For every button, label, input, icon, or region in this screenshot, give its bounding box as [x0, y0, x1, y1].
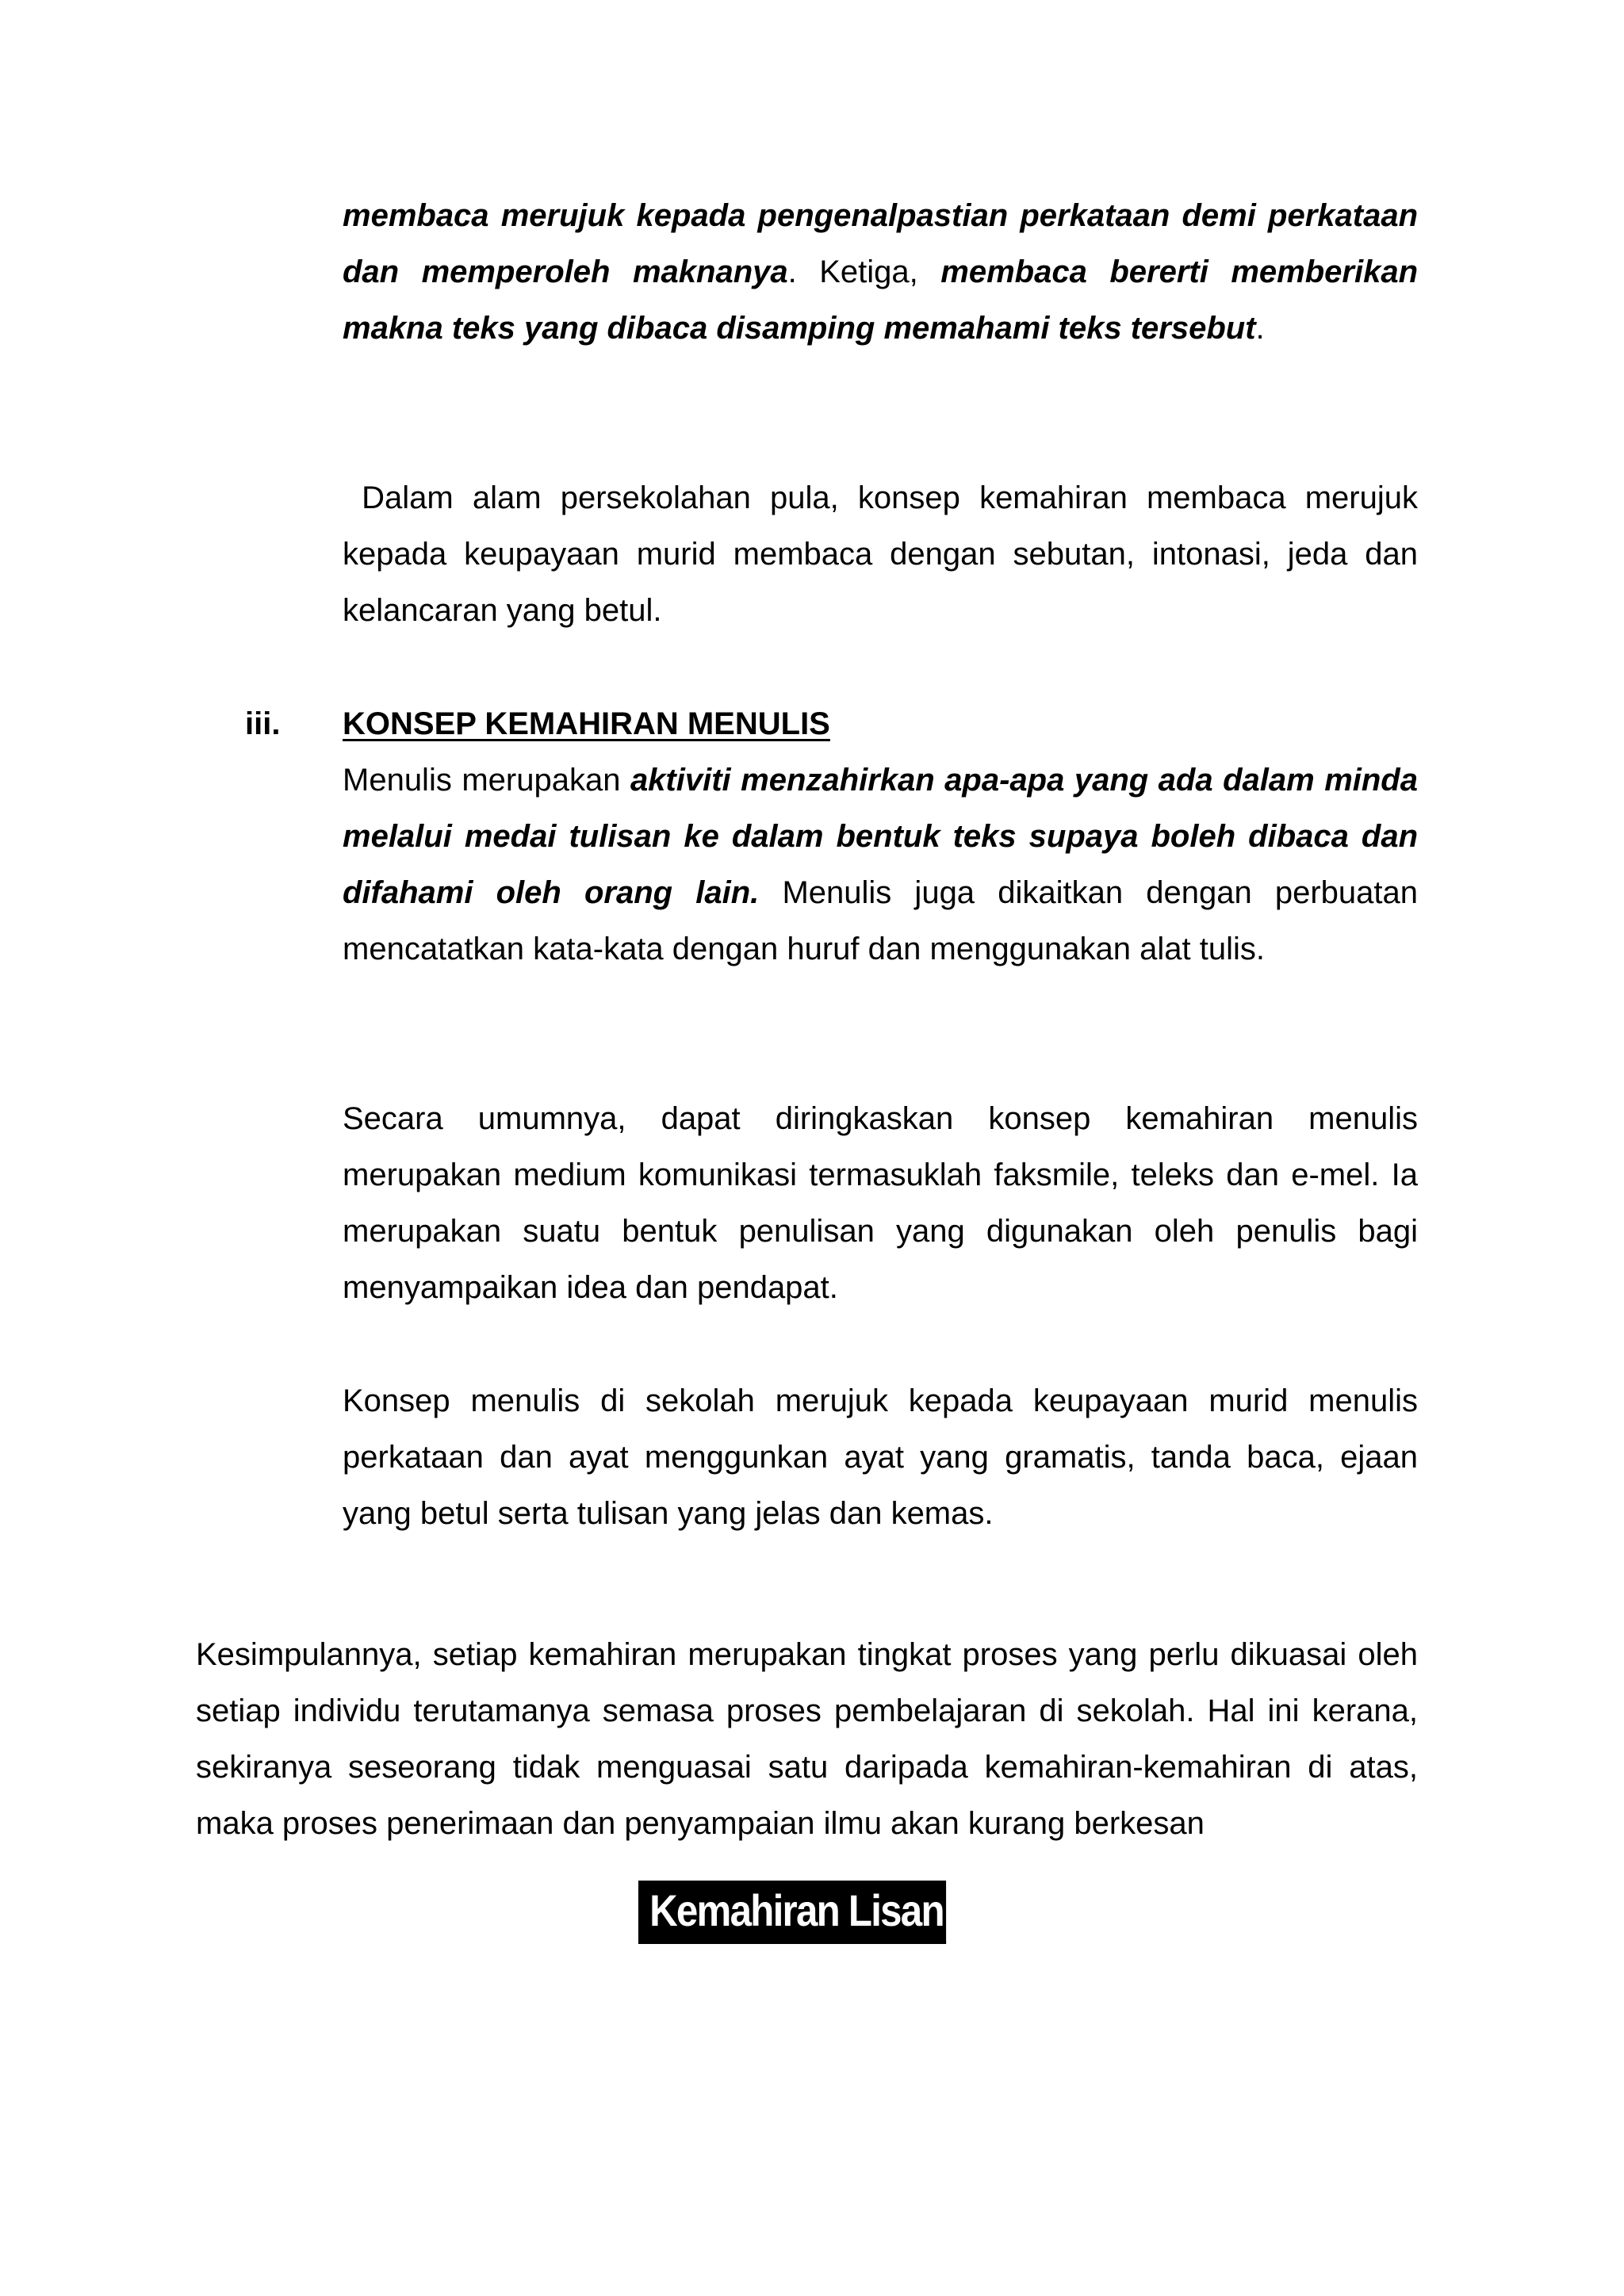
paragraph [343, 188, 1418, 357]
emphasis-text: membaca bererti memberikan makna teks yang dibaca disamping memahami teks tersebut [343, 254, 1419, 346]
conclusion-paragraph [196, 1627, 1418, 1852]
body-text: . [1255, 311, 1265, 346]
section-numeral: iii. [245, 706, 281, 741]
writing-summary-paragraph [343, 1091, 1418, 1316]
writing-definition-paragraph [343, 752, 1418, 978]
emphasis-text: membaca merujuk kepada pengenalpastian perkataan demi perkataan dan memperoleh maknanya [343, 198, 1418, 289]
school-writing-paragraph [343, 1373, 1418, 1542]
paragraph: Konsep menulis di sekolah merujuk kepada keupayaan murid menulis perkataan dan ayat menggunkan ayat yang gramatis, tanda baca, ejaan yang betul serta tulisan yang jelas dan kemas. [343, 1383, 1418, 1531]
emphasis-text: aktiviti menzahirkan apa-apa yang ada dalam minda melalui medai tulisan ke dalam bentuk teks supaya boleh dibaca dan difahami oleh orang lain. [343, 763, 1418, 910]
body-text: Menulis juga dikaitkan dengan perbuatan mencatatkan kata-kata dengan huruf dan menggunakan alat tulis. [343, 875, 1419, 966]
section-heading: KONSEP KEMAHIRAN MENULIS [343, 706, 830, 741]
school-reading-paragraph [343, 470, 1427, 639]
paragraph: Dalam alam persekolahan pula, konsep kemahiran membaca merujuk kepada keupayaan murid membaca dengan sebutan, intonasi, jeda dan kelancaran yang betul. [343, 480, 1427, 628]
body-text: . Ketiga, [787, 254, 941, 289]
section-banner-title: Kemahiran Lisan [638, 1881, 946, 1944]
reading-concept-paragraph-end [343, 188, 1418, 357]
paragraph: Secara umumnya, dapat diringkaskan konsep kemahiran menulis merupakan medium komunikasi termasuklah faksmile, teleks dan e-mel. Ia merupakan suatu bentuk penulisan yang digunakan oleh penulis bagi menyampaikan idea dan pendapat. [343, 1101, 1418, 1305]
paragraph: Kesimpulannya, setiap kemahiran merupakan tingkat proses yang perlu dikuasai oleh setiap individu terutamanya semasa proses pembelajaran di sekolah. Hal ini kerana, sekiranya seseorang tidak menguasai satu daripada kemahiran-kemahiran di atas, maka proses penerimaan dan penyampaian ilmu akan kurang berkesan [196, 1637, 1418, 1841]
body-text: Menulis merupakan [343, 763, 630, 798]
paragraph [343, 752, 1418, 978]
